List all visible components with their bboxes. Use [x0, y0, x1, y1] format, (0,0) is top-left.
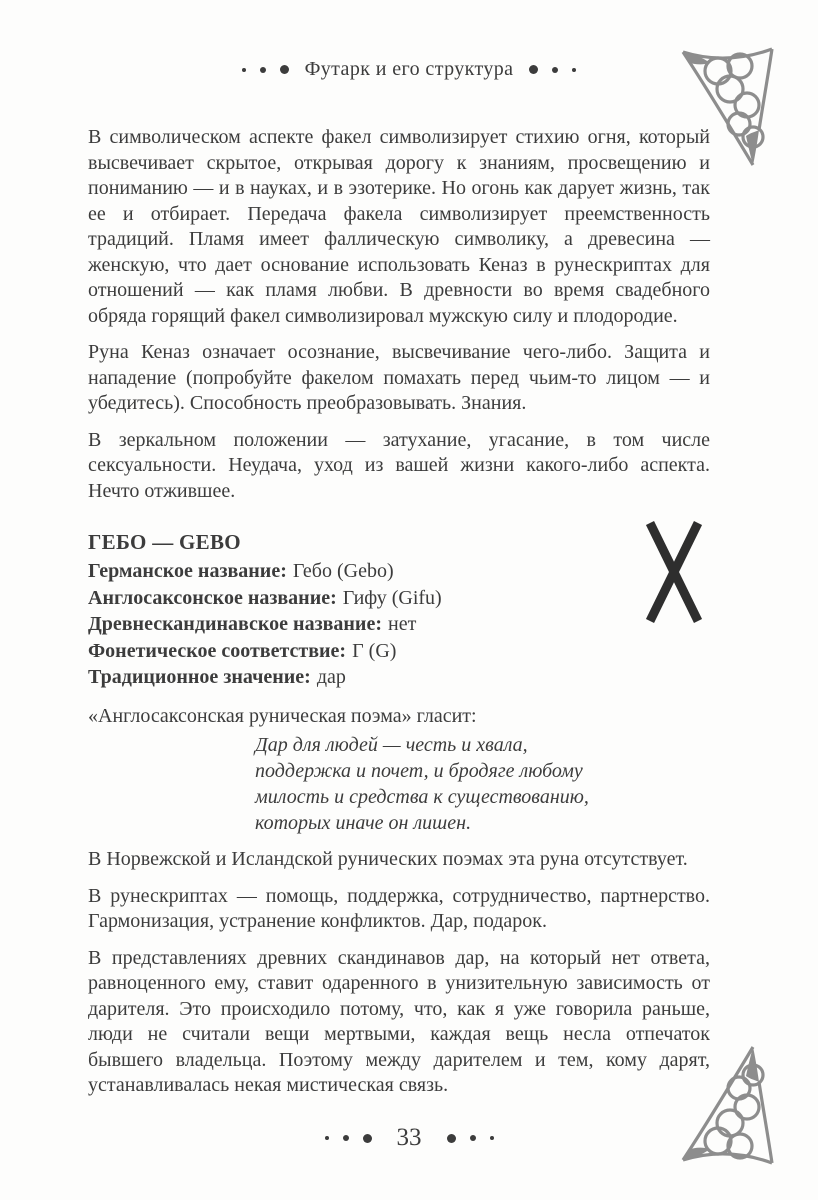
attribute-value: дар [316, 666, 346, 688]
attribute-label: Традиционное значение: [88, 666, 311, 688]
dot-ornament-left-icon [242, 65, 289, 74]
attribute-traditional-meaning [88, 664, 710, 691]
poem-line: Дар для людей — честь и хвала, [255, 734, 528, 756]
section-heading: ГЕБО — GEBO [88, 530, 241, 554]
attribute-label: Древнескандинавское название: [88, 613, 382, 635]
gebo-section [88, 530, 710, 691]
attribute-phonetic [88, 638, 710, 665]
attribute-value: Гебо (Gebo) [292, 560, 394, 582]
rune-poem [88, 704, 710, 837]
poem-intro: «Англосаксонская руническая поэма» гласит: [88, 704, 477, 727]
attribute-value: Гифу (Gifu) [342, 586, 442, 609]
poem-line: милость и средства к существованию, [255, 786, 589, 808]
dot-ornament-left-icon [325, 1134, 372, 1143]
attribute-value: нет [388, 613, 417, 635]
paragraph-kenaz-meaning: Руна Кеназ означает осознание, высвечивание чего-либо. Защита и нападение (попробуйте факелом помахать перед чьим-то лицом — и убедитесь). Способность преобразовывать. Знания. [88, 341, 710, 414]
page-header [0, 58, 818, 81]
attribute-label: Англосаксонское название: [88, 586, 337, 609]
paragraph-kenaz-reversed: В зеркальном положении — затухание, угасание, в том числе сексуальности. Неудача, уход из вашей жизни какого-либо аспекта. Нечто отжившее. [88, 428, 710, 502]
poem-quote [255, 732, 710, 836]
paragraph-gift-tradition: В представлениях древних скандинавов дар, на который нет ответа, равноценного ему, ставит одаренного в унизительную зависимость от дарителя. Это происходило потому, что, как я уже говорила раньше, люди не считали вещи мертвыми, каждая вещь несла отпечаток бывшего владельца. Поэтому между дарителем и тем, кому дарят, устанавливалась некая мистическая связь. [88, 946, 710, 1096]
dot-ornament-right-icon [529, 65, 576, 74]
attribute-germanic-name [88, 558, 710, 585]
attribute-oldnorse-name [88, 611, 710, 638]
gebo-rune-icon [640, 520, 708, 624]
attribute-value: Г (G) [352, 639, 397, 662]
poem-line: поддержка и почет, и бродяге любому [255, 760, 583, 782]
paragraph-runescripts: В рунескриптах — помощь, поддержка, сотрудничество, партнерство. Гармонизация, устранение конфликтов. Дар, подарок. [88, 884, 710, 932]
dot-ornament-right-icon [447, 1134, 494, 1143]
paragraph-torch-symbolism: В символическом аспекте факел символизирует стихию огня, который высвечивает скрытое, открывая дорогу к знаниям, просвещению и пониманию — и в науках, и в эзотерике. Но огонь как дарует жизнь, так ее и отбирает. Передача факела символизирует преемственность традиций. Пламя имеет фаллическую символику, а древесина — женскую, что дает основание использовать Кеназ в рунескриптах для отношений — как пламя любви. В древности во время свадебного обряда горящий факел символизировал мужскую силу и плодородие. [88, 126, 710, 327]
attribute-label: Фонетическое соответствие: [88, 639, 347, 662]
attribute-anglosaxon-name [88, 585, 710, 612]
attribute-label: Германское название: [88, 560, 287, 582]
poem-line: которых иначе он лишен. [255, 812, 472, 834]
page-footer [0, 1124, 818, 1152]
running-title: Футарк и его структура [304, 58, 514, 80]
paragraph-other-poems: В Норвежской и Исландской рунических поэмах эта руна отсутствует. [88, 848, 688, 870]
page-body [88, 125, 710, 1110]
page-number: 33 [396, 1124, 422, 1151]
